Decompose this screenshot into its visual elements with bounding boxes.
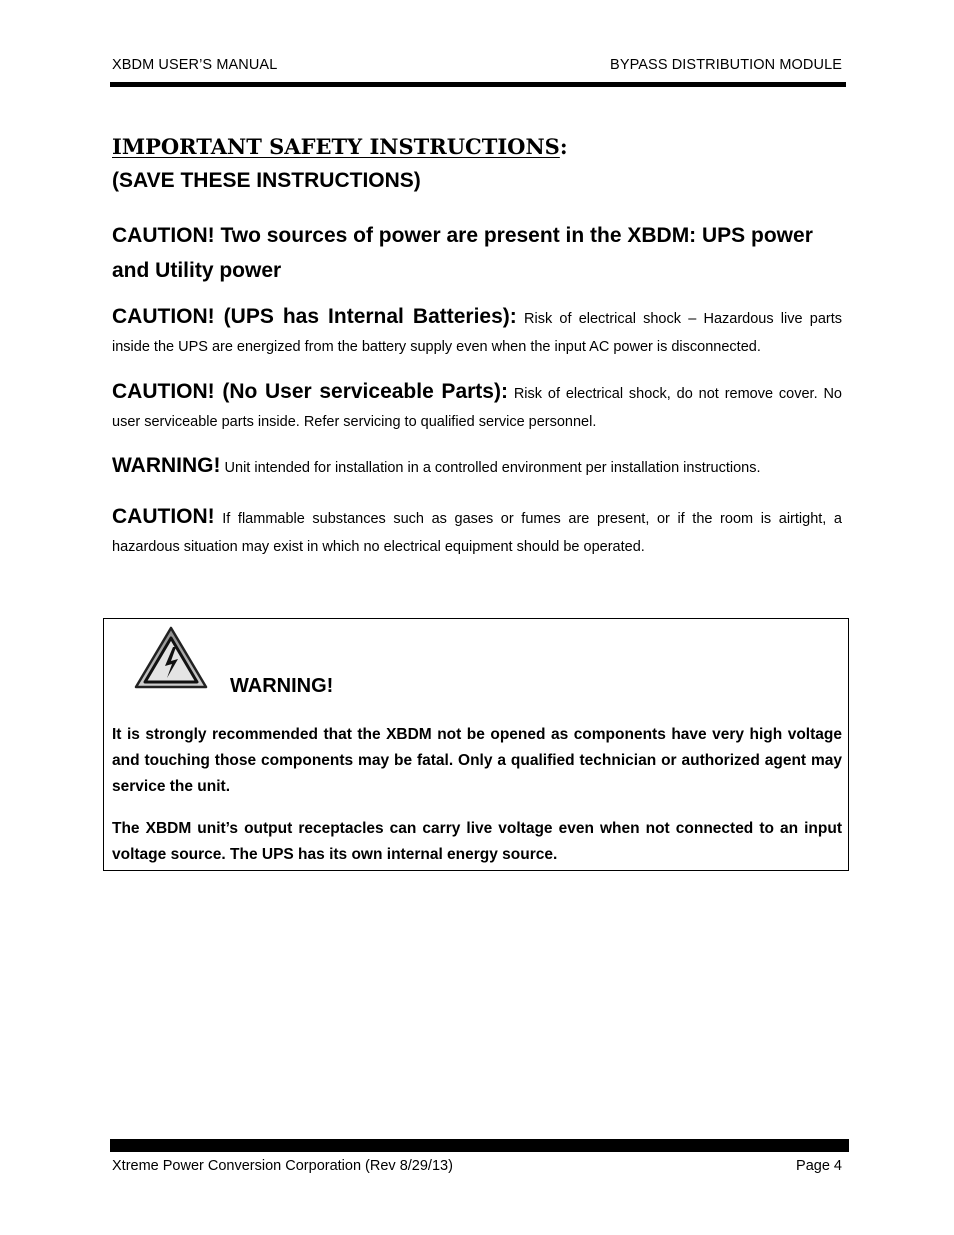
warning-lead: WARNING! [112,454,221,477]
high-voltage-warning-icon [134,626,208,690]
warning-box-title: WARNING! [230,675,334,697]
page-number: Page 4 [796,1158,842,1174]
header-rule [110,82,846,87]
page-title [112,134,568,159]
power-sources-caution: CAUTION! Two sources of power are present in the XBDM: UPS power and Utility power [112,224,813,282]
warning-box-paragraph: It is strongly recommended that the XBDM not be opened as components have very high voltage and touching those components may be fatal. Only a qualified technician or authorized agent may service the unit. [112,726,842,795]
warning-box-paragraph: The XBDM unit’s output receptacles can carry live voltage even when not connected to an input voltage source. The UPS has its own internal energy source. [112,820,842,863]
footer-company-revision: Xtreme Power Conversion Corporation (Rev 8/29/13) [112,1158,453,1174]
caution-lead: CAUTION! [112,505,215,528]
warning-body: Unit intended for installation in a controlled environment per installation instructions. [224,460,761,476]
caution-body: If flammable substances such as gases or fumes are present, or if the room is airtight, a hazardous situation may exist in which no electrical equipment should be operated. [112,511,842,555]
header-manual-title: XBDM USER’S MANUAL [112,57,278,73]
caution-no-serviceable-parts [112,378,842,436]
caution-body: Risk of electrical shock, do not remove cover. No user serviceable parts inside. Refer servicing to qualified service personnel. [112,386,842,430]
caution-lead: CAUTION! (No User serviceable Parts): [112,380,508,403]
page-title-text: IMPORTANT SAFETY INSTRUCTIONS [112,134,560,159]
caution-internal-batteries [112,303,842,361]
caution-flammable-substances [112,503,842,561]
page-title-colon: : [559,134,568,159]
footer-rule [110,1139,849,1152]
page-subtitle: (SAVE THESE INSTRUCTIONS) [112,169,421,192]
caution-lead: CAUTION! (UPS has Internal Batteries): [112,305,517,328]
header-section-title: BYPASS DISTRIBUTION MODULE [610,57,842,73]
caution-body: Risk of electrical shock – Hazardous live parts inside the UPS are energized from the battery supply even when the input AC power is disconnected. [112,311,843,355]
warning-controlled-environment [112,452,842,482]
